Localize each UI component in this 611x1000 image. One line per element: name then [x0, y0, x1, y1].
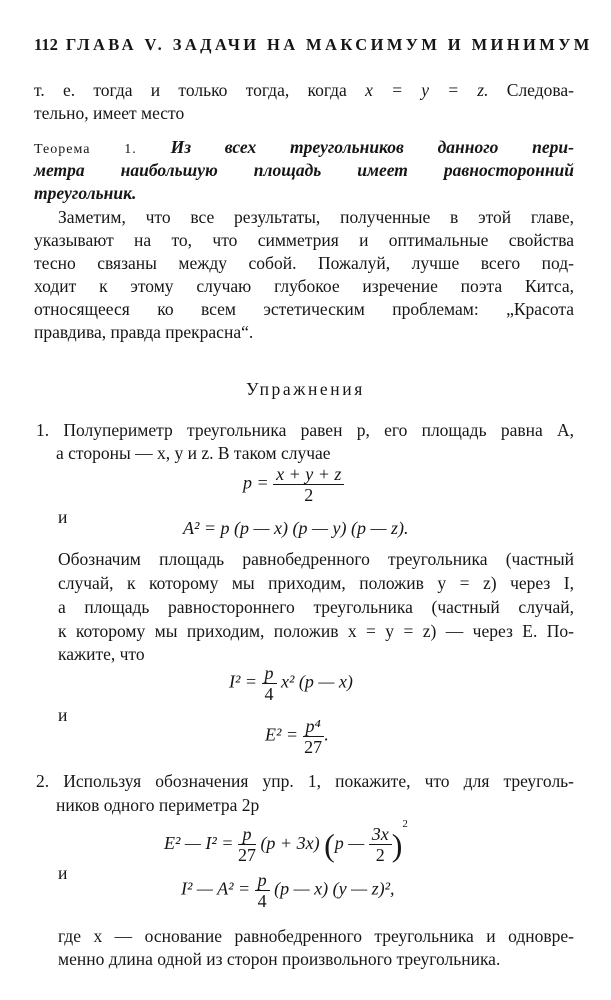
equation-isosceles-area: I² = $\frac{p}{4}$ x² (p — x)	[229, 663, 353, 704]
paragraph1-line1: т. е. тогда и только тогда, когда x = y = z. Следова-	[34, 80, 574, 100]
equation-i2-minus-a2: I² — A² = $\frac{p}{4}$ (p — x) (y — z)²,	[181, 870, 395, 911]
inline-math: x = y = z.	[365, 80, 489, 100]
exercises-heading: Упражнения	[246, 379, 365, 399]
paragraph2-line4: ходит к этому случаю глубокое изречение поэта Китса,	[34, 276, 574, 296]
and-3: и	[58, 863, 68, 883]
theorem-line3: треугольник.	[34, 183, 137, 203]
and-1: и	[58, 507, 68, 527]
ex1-line1: 1. Полупериметр треугольника равен p, его площадь равна A,	[36, 420, 574, 440]
ex1-para-line5: кажите, что	[58, 644, 145, 664]
and-2: и	[58, 705, 68, 725]
ex1-para-line3: а площадь равностороннего треугольника (частный случай,	[58, 597, 574, 617]
ex2-final-line2: менно длина одной из сторон произвольного треугольника.	[58, 949, 501, 969]
ex2-line1: 2. Используя обозначения упр. 1, покажите, что для треуголь-	[36, 771, 574, 791]
theorem-label: Теорема 1.	[34, 142, 137, 157]
theorem-line1: Теорема 1. Из всех треугольников данного пери-	[34, 137, 574, 157]
page-number: 112	[34, 35, 58, 54]
ex1-para-line2: случай, к которому мы приходим, положив y = z) через I,	[58, 573, 574, 593]
equation-heron: A² = p (p — x) (p — y) (p — z).	[183, 518, 409, 538]
ex1-para-line4: к которому мы приходим, положив x = y = z) — через E. По-	[58, 621, 574, 641]
paragraph1-line2: тельно, имеет место	[34, 103, 185, 123]
equation-semiperimeter: p = $\frac{x + y + z}{2}$	[243, 464, 344, 505]
paragraph2-line1: Заметим, что все результаты, полученные в этой главе,	[58, 207, 574, 227]
paragraph2-line5: относящееся ко всем эстетическим проблемам: „Красота	[34, 299, 574, 319]
paragraph2-line3: тесно связаны между собой. Пожалуй, лучше всего под-	[34, 253, 574, 273]
ex1-line2: а стороны — x, y и z. В таком случае	[56, 443, 331, 463]
ex1-para-line1: Обозначим площадь равнобедренного треугольника (частный	[58, 549, 574, 569]
paragraph2-line6: правдива, правда прекрасна“.	[34, 322, 254, 342]
chapter-title: ГЛАВА V. ЗАДАЧИ НА МАКСИМУМ И МИНИМУМ	[65, 35, 593, 54]
paragraph2-line2: указывают на то, что симметрия и оптимальные свойства	[34, 230, 574, 250]
ex2-final-line1: где x — основание равнобедренного треугольника и одновре-	[58, 926, 574, 946]
ex2-line2: ников одного периметра 2p	[56, 795, 260, 815]
equation-equilateral-area: E² = $\frac{\text{p⁴}}{27}$ .	[265, 716, 329, 757]
equation-e2-minus-i2: E² — I² = $\frac{p}{27}$ (p + 3x) (p — $\frac{3x}{2}$ )$^2$	[164, 818, 408, 866]
theorem-line2: метра наибольшую площадь имеет равносторонний	[34, 160, 574, 180]
running-header	[34, 34, 593, 56]
